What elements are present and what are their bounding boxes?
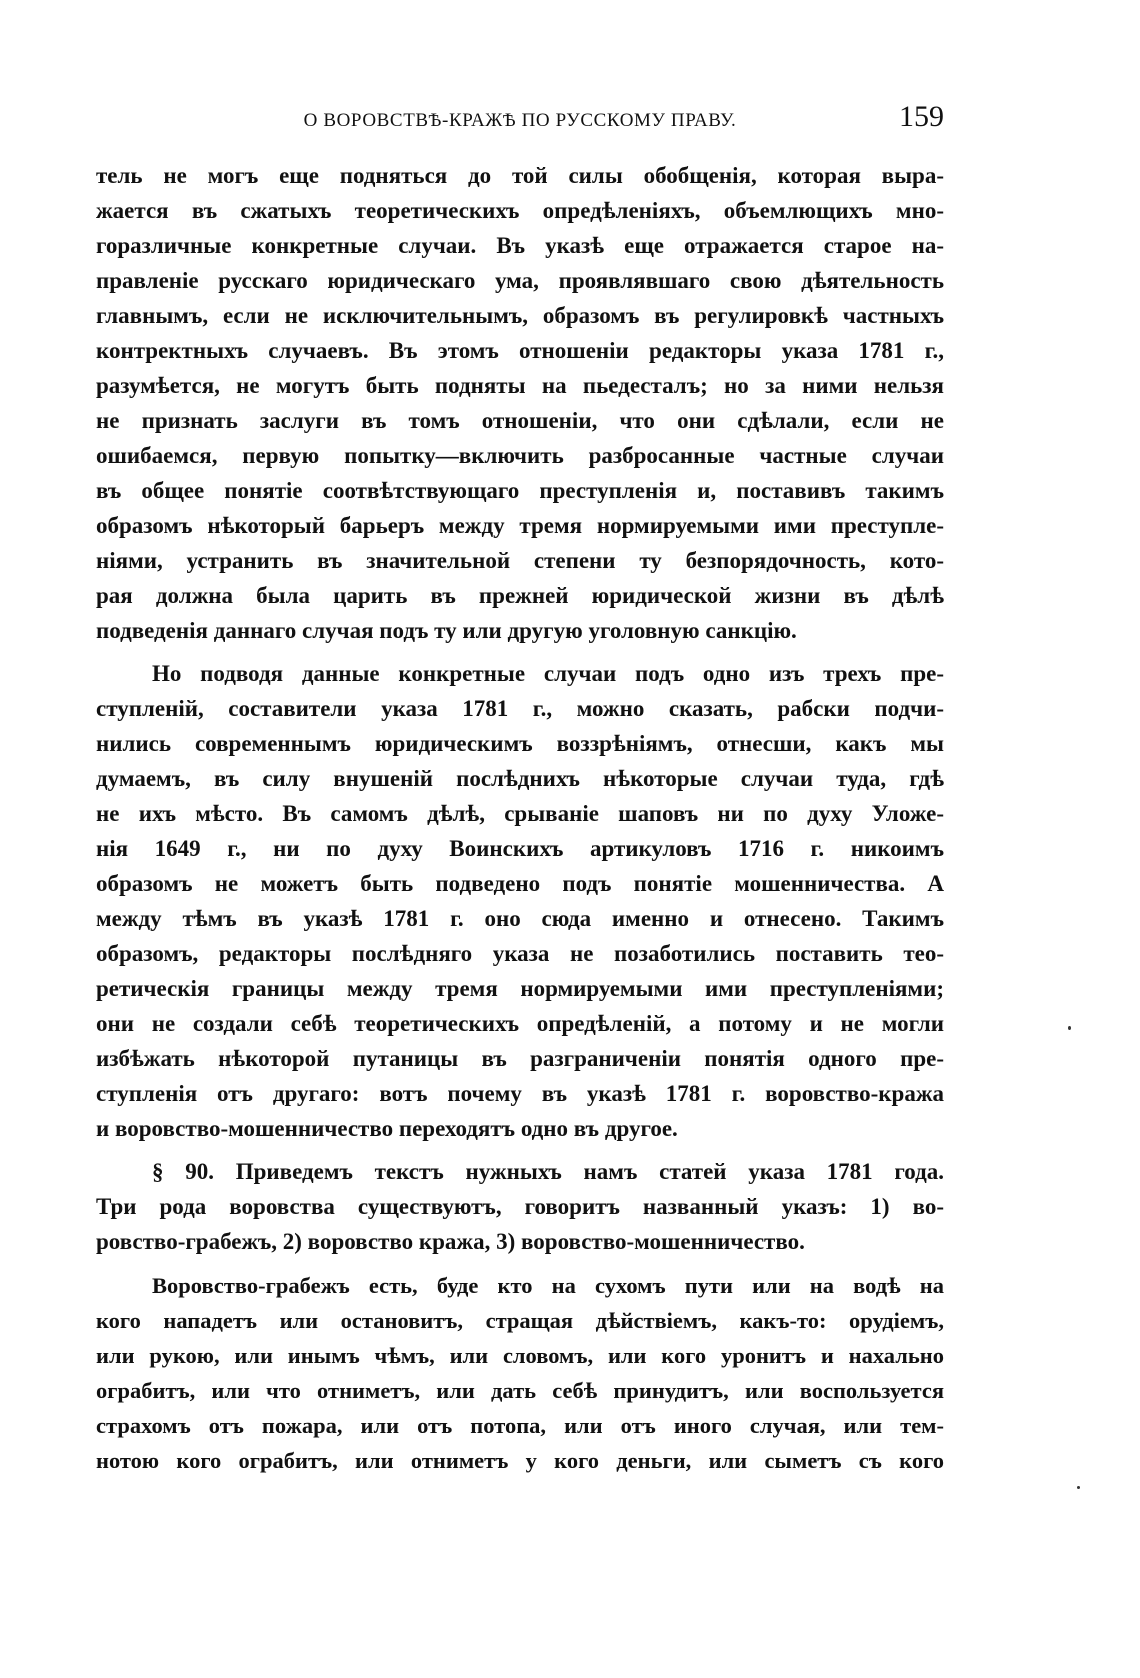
scan-speck [1068,1026,1071,1030]
text-line: контректныхъ случаевъ. Въ этомъ отношеніи редакторы указа 1781 г., [96,338,944,363]
text-line: нія 1649 г., ни по духу Воинскихъ артикуловъ 1716 г. никоимъ [96,836,944,861]
quoted-line: кого нападетъ или остановитъ, стращая дѣйствіемъ, какъ-то: орудіемъ, [96,1308,944,1333]
text-line: и воровство-мошенничество переходятъ одно въ другое. [96,1116,678,1141]
text-line: жается въ сжатыхъ теоретическихъ опредѣленіяхъ, объемлющихъ мно- [96,198,944,223]
text-line: главнымъ, если не исключительнымъ, образомъ въ регулировкѣ частныхъ [96,303,944,328]
quoted-line: нотою кого ограбитъ, или отниметъ у кого деньги, или сыметъ съ кого [96,1448,944,1473]
text-line: Но подводя данные конкретные случаи подъ одно изъ трехъ пре- [152,661,944,686]
quoted-line: страхомъ отъ пожара, или отъ потопа, или отъ иного случая, или тем- [96,1413,944,1438]
page-number: 159 [899,100,944,133]
text-line: образомъ не можетъ быть подведено подъ понятіе мошенничества. А [96,871,944,896]
text-line: горазличные конкретные случаи. Въ указѣ еще отражается старое на- [96,233,944,258]
text-line: думаемъ, въ силу внушеній послѣднихъ нѣкоторые случаи туда, гдѣ [96,766,944,791]
text-line: они не создали себѣ теоретическихъ опредѣленій, а потому и не могли [96,1011,944,1036]
text-line: ніями, устранить въ значительной степени ту безпорядочность, кото- [96,548,944,573]
text-line: нились современнымъ юридическимъ воззрѣніямъ, отнесши, какъ мы [96,731,944,756]
scan-speck [1077,1486,1080,1489]
text-line: ретическія границы между тремя нормируемыми ими преступленіями; [96,976,944,1001]
quoted-line: или рукою, или инымъ чѣмъ, или словомъ, или кого уронитъ и нахально [96,1343,944,1368]
text-line: ступленій, составители указа 1781 г., можно сказать, рабски подчи- [96,696,944,721]
text-line: въ общее понятіе соотвѣтствующаго преступленія и, поставивъ такимъ [96,478,944,503]
page-header [96,100,944,144]
text-line: разумѣется, не могутъ быть подняты на пьедесталъ; но за ними нельзя [96,373,944,398]
text-line: § 90. Приведемъ текстъ нужныхъ намъ статей указа 1781 года. [152,1159,944,1184]
text-line: между тѣмъ въ указѣ 1781 г. оно сюда именно и отнесено. Такимъ [96,906,944,931]
text-line: рая должна была царить въ прежней юридической жизни въ дѣлѣ [96,583,944,608]
text-line: правленіе русскаго юридическаго ума, проявлявшаго свою дѣятельность [96,268,944,293]
text-line: образомъ, редакторы послѣдняго указа не позаботились поставить тео- [96,941,944,966]
text-line: ровство-грабежъ, 2) воровство кража, 3) воровство-мошенничество. [96,1229,805,1254]
text-line: тель не могъ еще подняться до той силы обобщенія, которая выра- [96,163,944,188]
quoted-line: Воровство-грабежъ есть, буде кто на сухомъ пути или на водѣ на [152,1273,944,1298]
text-line: избѣжать нѣкоторой путаницы въ разграниченіи понятія одного пре- [96,1046,944,1071]
quoted-line: ограбитъ, или что отниметъ, или дать себѣ принудитъ, или воспользуется [96,1378,944,1403]
text-line: ступленія отъ другаго: вотъ почему въ указѣ 1781 г. воровство-кража [96,1081,944,1106]
text-line: ошибаемся, первую попытку—включить разбросанные частные случаи [96,443,944,468]
text-line: не признать заслуги въ томъ отношеніи, что они сдѣлали, если не [96,408,944,433]
text-line: не ихъ мѣсто. Въ самомъ дѣлѣ, срываніе шаповъ ни по духу Уложе- [96,801,944,826]
text-line: Три рода воровства существуютъ, говоритъ названный указъ: 1) во- [96,1194,944,1219]
text-line: подведенія даннаго случая подъ ту или другую уголовную санкцію. [96,618,797,643]
running-title: О ВОРОВСТВѢ-КРАЖѢ ПО РУССКОМУ ПРАВУ. [303,110,737,131]
text-line: образомъ нѣкоторый барьеръ между тремя нормируемыми ими преступле- [96,513,944,538]
